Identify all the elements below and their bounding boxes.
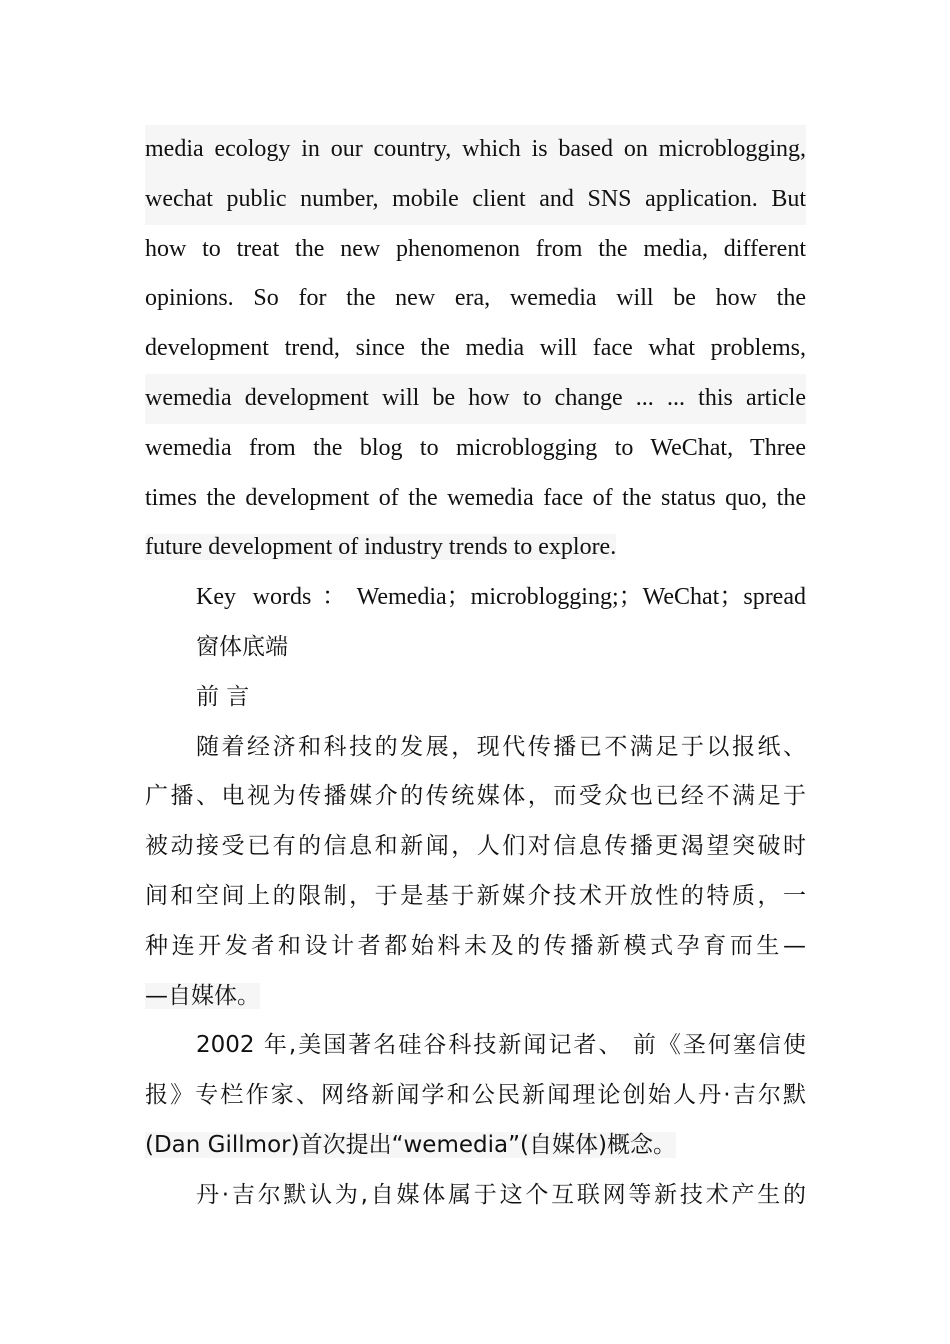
abstract-line-6: wemedia development will be how to change ... ... this article [145, 374, 806, 424]
para1-line-4: 间和空间上的限制，于是基于新媒介技术开放性的特质，一 [145, 882, 806, 909]
preface-paragraph-2 [145, 1021, 806, 1170]
para2-line-1: 2002 年,美国著名硅谷科技新闻记者、 前《圣何塞信使 [196, 1032, 806, 1059]
abstract-paragraph [145, 125, 806, 573]
abstract-line-9 [145, 523, 806, 573]
abstract-line-5: development trend, since the media will face what problems, [145, 335, 806, 362]
para2-line-3-text: (Dan Gillmor)首次提出“wemedia”(自媒体)概念。 [145, 1131, 676, 1158]
document-body [145, 125, 806, 1221]
preface-paragraph-3 [145, 1171, 806, 1221]
para1-line-6 [145, 972, 806, 1022]
para1-line-6-text: —自媒体。 [145, 982, 260, 1009]
abstract-line-2: wechat public number, mobile client and SNS application. But [145, 175, 806, 225]
para3-line-1: 丹·吉尔默认为,自媒体属于这个互联网等新技术产生的 [196, 1181, 806, 1208]
para1-line-1: 随着经济和科技的发展，现代传播已不满足于以报纸、 [196, 733, 806, 760]
para2-line-2: 报》专栏作家、网络新闻学和公民新闻理论创始人丹·吉尔默 [145, 1082, 806, 1109]
abstract-line-7: wemedia from the blog to microblogging to WeChat, Three [145, 434, 806, 461]
form-bottom-label: 窗体底端 [196, 633, 288, 660]
abstract-line-3: how to treat the new phenomenon from the media, different [145, 235, 806, 262]
abstract-line-4: opinions. So for the new era, wemedia will be how the [145, 285, 806, 312]
abstract-line-1: media ecology in our country, which is based on microblogging, [145, 125, 806, 175]
abstract-line-9-text: future development of industry trends to explore. [145, 534, 617, 561]
para1-line-3: 被动接受已有的信息和新闻，人们对信息传播更渴望突破时 [145, 833, 806, 860]
keywords-line: Key words：Wemedia；microblogging;；WeChat；spread [196, 584, 806, 611]
preface-heading: 前 言 [196, 683, 250, 710]
para1-line-5: 种连开发者和设计者都始料未及的传播新模式孕育而生— [145, 932, 806, 959]
abstract-line-8: times the development of the wemedia face of the status quo, the [145, 484, 806, 511]
para1-line-2: 广播、电视为传播媒介的传统媒体，而受众也已经不满足于 [145, 783, 806, 810]
preface-paragraph-1 [145, 723, 806, 1022]
para2-line-3 [145, 1121, 806, 1171]
